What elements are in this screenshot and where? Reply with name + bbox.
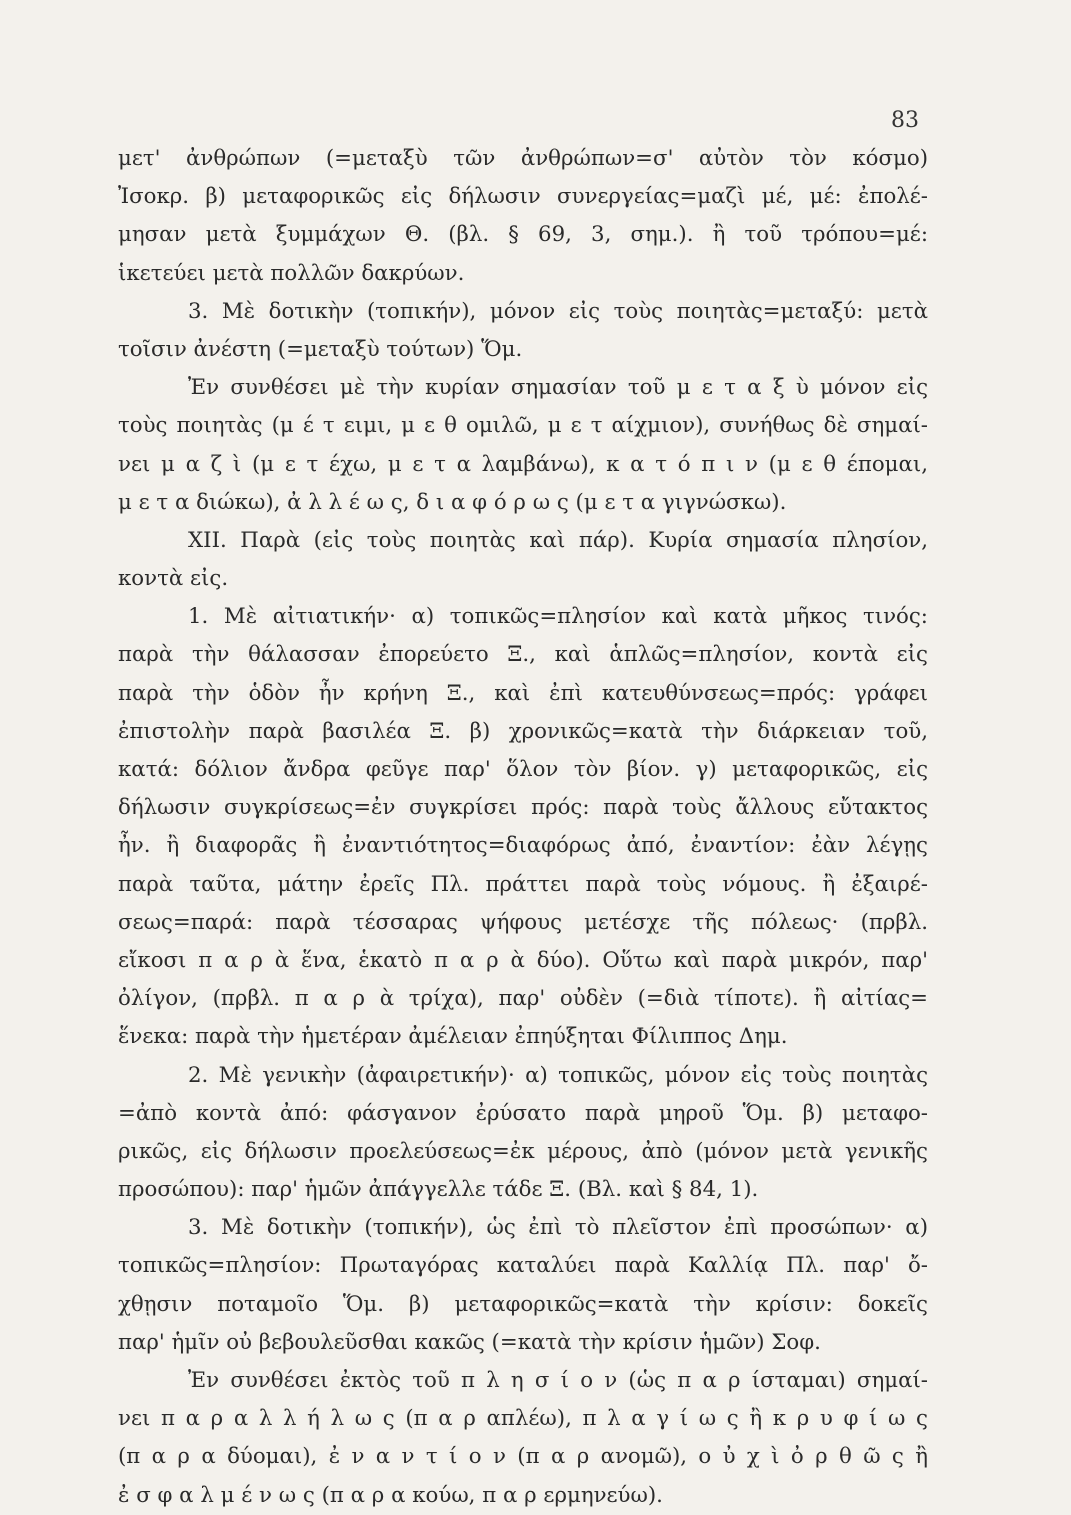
text-line: Ἐν συνθέσει μὲ τὴν κυρίαν σημασίαν τοῦ μ ε τ α ξ ὺ μόνον εἰς (188, 375, 928, 401)
text-line: (π α ρ α δύομαι), ἐ ν α ν τ ί ο ν (π α ρ ανομῶ), ο ὐ χ ὶ ὀ ρ θ ῶ ς ἢ (118, 1444, 928, 1470)
text-line: ἦν. ἢ διαφορᾶς ἢ ἐναντιότητος=διαφόρως ἀπό, ἐναντίον: ἐὰν λέγῃς (118, 833, 928, 859)
text-line: μετ' ἀνθρώπων (=μεταξὺ τῶν ἀνθρώπων=σ' αὐτὸν τὸν κόσμο) (118, 146, 928, 171)
text-line: τοῖσιν ἀνέστη (=μεταξὺ τούτων) Ὅμ. (118, 336, 523, 362)
text-line: τοὺς ποιητὰς (μ έ τ ειμι, μ ε θ ομιλῶ, μ ε τ αίχμιον), συνήθως δὲ σημαί- (118, 413, 928, 439)
text-line: ρικῶς, εἰς δήλωσιν προελεύσεως=ἐκ μέρους, ἀπὸ (μόνον μετὰ γενικῆς (118, 1138, 928, 1164)
text-line: XII. Παρὰ (εἰς τοὺς ποιητὰς καὶ πάρ). Κυρία σημασία πλησίον, (188, 527, 928, 553)
text-line: παρ' ἡμῖν οὐ βεβουλεῦσθαι κακῶς (=κατὰ τὴν κρίσιν ἡμῶν) Σοφ. (118, 1329, 821, 1355)
text-line: χθῃσιν ποταμοῖο Ὅμ. β) μεταφορικῶς=κατὰ τὴν κρίσιν: δοκεῖς (118, 1291, 928, 1317)
text-line: μ ε τ α διώκω), ἀ λ λ έ ω ς, δ ι α φ ό ρ ω ς (μ ε τ α γιγνώσκω). (118, 489, 787, 515)
text-line: ὀλίγον, (πρβλ. π α ρ ὰ τρίχα), παρ' οὐδὲν (=διὰ τίποτε). ἢ αἰτίας= (118, 986, 928, 1012)
text-line: κοντὰ εἰς. (118, 566, 229, 592)
text-line: ἐ σ φ α λ μ έ ν ω ς (π α ρ α κούω, π α ρ ερμηνεύω). (118, 1482, 663, 1508)
body-text (118, 140, 928, 1515)
text-line: κατά: δόλιον ἄνδρα φεῦγε παρ' ὅλον τὸν βίον. γ) μεταφορικῶς, εἰς (118, 757, 928, 782)
text-line: παρὰ τὴν θάλασσαν ἐπορεύετο Ξ., καὶ ἁπλῶς=πλησίον, κοντὰ εἰς (118, 642, 928, 668)
text-line: παρὰ ταῦτα, μάτην ἐρεῖς Πλ. πράττει παρὰ τοὺς νόμους. ἢ ἐξαιρέ- (118, 871, 928, 897)
text-line: ἕνεκα: παρὰ τὴν ἡμετέραν ἀμέλειαν ἐπηύξηται Φίλιππος Δημ. (118, 1024, 788, 1050)
text-line: ἐπιστολὴν παρὰ βασιλέα Ξ. β) χρονικῶς=κατὰ τὴν διάρκειαν τοῦ, (118, 718, 928, 744)
text-line: εἴκοσι π α ρ ὰ ἕνα, ἑκατὸ π α ρ ὰ δύο). Οὕτω καὶ παρὰ μικρόν, παρ' (118, 947, 928, 973)
text-line: παρὰ τὴν ὁδὸν ἦν κρήνη Ξ., καὶ ἐπὶ κατευθύνσεως=πρός: γράφει (118, 680, 928, 706)
text-line: σεως=παρά: παρὰ τέσσαρας ψήφους μετέσχε τῆς πόλεως· (πρβλ. (118, 909, 928, 935)
text-line: τοπικῶς=πλησίον: Πρωταγόρας καταλύει παρὰ Καλλίᾳ Πλ. παρ' ὄ- (118, 1253, 928, 1279)
text-line: Ἐν συνθέσει ἐκτὸς τοῦ π λ η σ ί ο ν (ὡς π α ρ ίσταμαι) σημαί- (188, 1368, 928, 1393)
text-line: δήλωσιν συγκρίσεως=ἐν συγκρίσει πρός: παρὰ τοὺς ἄλλους εὔτακτος (118, 795, 928, 821)
text-line: 1. Μὲ αἰτιατικήν· α) τοπικῶς=πλησίον καὶ κατὰ μῆκος τινός: (188, 604, 928, 630)
text-line: ἱκετεύει μετὰ πολλῶν δακρύων. (118, 260, 465, 286)
text-line: Ἰσοκρ. β) μεταφορικῶς εἰς δήλωσιν συνεργείας=μαζὶ μέ, μέ: ἐπολέ- (118, 184, 928, 210)
text-line: προσώπου): παρ' ἡμῶν ἀπάγγελλε τάδε Ξ. (Βλ. καὶ § 84, 1). (118, 1177, 759, 1203)
text-line: 2. Μὲ γενικὴν (ἀφαιρετικήν)· α) τοπικῶς, μόνον εἰς τοὺς ποιητὰς (188, 1062, 928, 1088)
text-line: νει π α ρ α λ λ ή λ ω ς (π α ρ απλέω), π λ α γ ί ω ς ἢ κ ρ υ φ ί ω ς (118, 1406, 928, 1432)
text-line: =ἀπὸ κοντὰ ἀπό: φάσγανον ἐρύσατο παρὰ μηροῦ Ὅμ. β) μεταφο- (118, 1100, 928, 1126)
text-line: 3. Μὲ δοτικὴν (τοπικήν), μόνον εἰς τοὺς ποιητὰς=μεταξύ: μετὰ (188, 298, 928, 324)
text-line: 3. Μὲ δοτικὴν (τοπικήν), ὡς ἐπὶ τὸ πλεῖστον ἐπὶ προσώπων· α) (188, 1215, 928, 1241)
text-line: μησαν μετὰ ξυμμάχων Θ. (βλ. § 69, 3, σημ.). ἢ τοῦ τρόπου=μέ: (118, 222, 928, 248)
page-number: 83 (891, 108, 919, 133)
text-line: νει μ α ζ ὶ (μ ε τ έχω, μ ε τ α λαμβάνω), κ α τ ό π ι ν (μ ε θ έπομαι, (118, 451, 928, 477)
